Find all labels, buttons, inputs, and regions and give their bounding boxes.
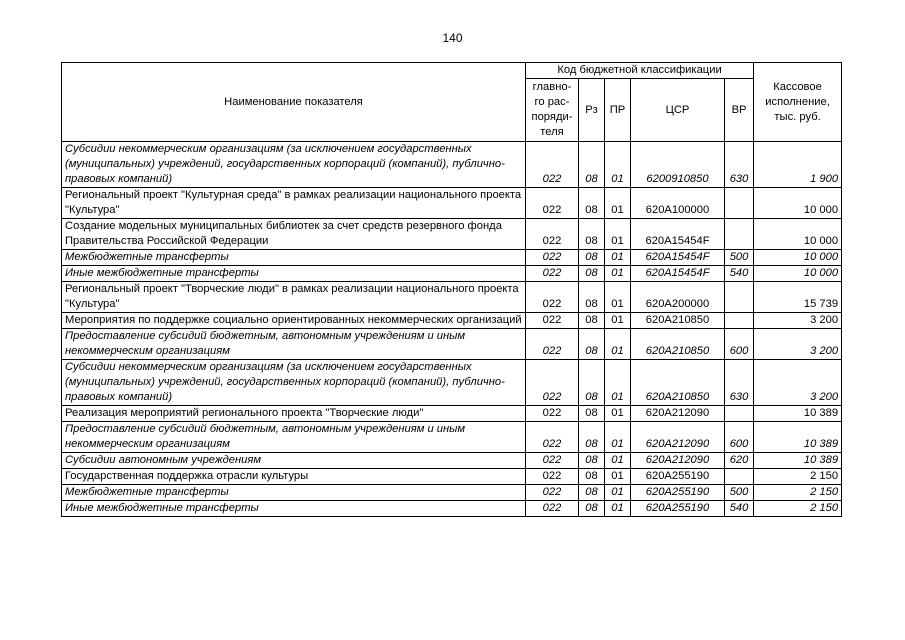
- row-pr: 01: [605, 329, 631, 360]
- header-rz: Рз: [579, 79, 605, 142]
- row-rz: 08: [579, 250, 605, 266]
- row-vr: 620: [725, 453, 754, 469]
- row-pr: 01: [605, 406, 631, 422]
- row-vr: 630: [725, 142, 754, 188]
- row-csr: 620A200000: [631, 282, 725, 313]
- row-amount: 10 389: [754, 453, 842, 469]
- row-vr: 630: [725, 360, 754, 406]
- row-name: Мероприятия по поддержке социально ориентированных некоммерческих организаций: [62, 313, 526, 329]
- row-glava: 022: [526, 501, 579, 517]
- row-csr: 620A212090: [631, 453, 725, 469]
- row-glava: 022: [526, 453, 579, 469]
- row-glava: 022: [526, 313, 579, 329]
- row-amount: 15 739: [754, 282, 842, 313]
- row-rz: 08: [579, 266, 605, 282]
- row-amount: 10 000: [754, 188, 842, 219]
- row-csr: 620A15454F: [631, 219, 725, 250]
- row-rz: 08: [579, 219, 605, 250]
- row-amount: 2 150: [754, 485, 842, 501]
- row-amount: 10 389: [754, 422, 842, 453]
- row-vr: 600: [725, 422, 754, 453]
- row-amount: 2 150: [754, 501, 842, 517]
- row-pr: 01: [605, 266, 631, 282]
- row-glava: 022: [526, 469, 579, 485]
- row-amount: 3 200: [754, 329, 842, 360]
- header-name: Наименование показателя: [62, 63, 526, 142]
- row-name: Межбюджетные трансферты: [62, 250, 526, 266]
- row-glava: 022: [526, 360, 579, 406]
- table-row: [62, 266, 842, 282]
- row-vr: 500: [725, 250, 754, 266]
- table-row: [62, 188, 842, 219]
- row-csr: 620A210850: [631, 329, 725, 360]
- header-csr: ЦСР: [631, 79, 725, 142]
- table-row: [62, 250, 842, 266]
- table-row: [62, 485, 842, 501]
- row-rz: 08: [579, 188, 605, 219]
- table-body: [62, 142, 842, 517]
- table-row: [62, 282, 842, 313]
- header-row-1: [62, 63, 842, 79]
- row-vr: 540: [725, 266, 754, 282]
- row-csr: 620A210850: [631, 313, 725, 329]
- row-rz: 08: [579, 360, 605, 406]
- row-csr: 620A15454F: [631, 266, 725, 282]
- row-glava: 022: [526, 422, 579, 453]
- row-vr: [725, 188, 754, 219]
- budget-table: [61, 62, 842, 517]
- row-vr: [725, 219, 754, 250]
- row-amount: 3 200: [754, 360, 842, 406]
- row-amount: 2 150: [754, 469, 842, 485]
- row-name: Субсидии автономным учреждениям: [62, 453, 526, 469]
- row-rz: 08: [579, 282, 605, 313]
- row-name: Региональный проект "Творческие люди" в рамках реализации национального проекта "Культура": [62, 282, 526, 313]
- row-glava: 022: [526, 188, 579, 219]
- row-pr: 01: [605, 360, 631, 406]
- row-pr: 01: [605, 422, 631, 453]
- row-vr: [725, 313, 754, 329]
- row-name: Иные межбюджетные трансферты: [62, 501, 526, 517]
- row-pr: 01: [605, 142, 631, 188]
- table-row: [62, 501, 842, 517]
- row-name: Межбюджетные трансферты: [62, 485, 526, 501]
- row-rz: 08: [579, 485, 605, 501]
- row-glava: 022: [526, 219, 579, 250]
- row-csr: 620A212090: [631, 406, 725, 422]
- table-row: [62, 469, 842, 485]
- row-vr: 500: [725, 485, 754, 501]
- row-pr: 01: [605, 219, 631, 250]
- row-name: Предоставление субсидий бюджетным, автономным учреждениям и иным некоммерческим организациям: [62, 422, 526, 453]
- row-amount: 10 000: [754, 266, 842, 282]
- header-pr: ПР: [605, 79, 631, 142]
- row-rz: 08: [579, 453, 605, 469]
- row-rz: 08: [579, 469, 605, 485]
- row-vr: 600: [725, 329, 754, 360]
- row-glava: 022: [526, 282, 579, 313]
- row-rz: 08: [579, 313, 605, 329]
- table-row: [62, 219, 842, 250]
- row-csr: 620A255190: [631, 485, 725, 501]
- row-pr: 01: [605, 453, 631, 469]
- row-glava: 022: [526, 406, 579, 422]
- row-glava: 022: [526, 142, 579, 188]
- row-pr: 01: [605, 469, 631, 485]
- row-rz: 08: [579, 142, 605, 188]
- row-pr: 01: [605, 501, 631, 517]
- row-vr: [725, 406, 754, 422]
- row-name: Создание модельных муниципальных библиотек за счет средств резервного фонда Правительства Российской Федерации: [62, 219, 526, 250]
- row-csr: 620A255190: [631, 469, 725, 485]
- row-name: Предоставление субсидий бюджетным, автономным учреждениям и иным некоммерческим организациям: [62, 329, 526, 360]
- row-name: Государственная поддержка отрасли культуры: [62, 469, 526, 485]
- row-name: Субсидии некоммерческим организациям (за исключением государственных (муниципальных) учреждений, государственных корпораций (компаний), публично-правовых компаний): [62, 360, 526, 406]
- row-pr: 01: [605, 250, 631, 266]
- row-csr: 620A255190: [631, 501, 725, 517]
- row-pr: 01: [605, 282, 631, 313]
- header-glava: главно-го рас-поряди-теля: [526, 79, 579, 142]
- row-amount: 10 000: [754, 219, 842, 250]
- row-rz: 08: [579, 329, 605, 360]
- row-rz: 08: [579, 406, 605, 422]
- row-amount: 10 389: [754, 406, 842, 422]
- row-glava: 022: [526, 266, 579, 282]
- row-rz: 08: [579, 501, 605, 517]
- header-amount: Кассовое исполнение, тыс. руб.: [754, 63, 842, 142]
- row-amount: 3 200: [754, 313, 842, 329]
- row-amount: 10 000: [754, 250, 842, 266]
- row-csr: 620A210850: [631, 360, 725, 406]
- row-vr: [725, 282, 754, 313]
- row-pr: 01: [605, 188, 631, 219]
- header-vr: ВР: [725, 79, 754, 142]
- row-vr: [725, 469, 754, 485]
- table-row: [62, 313, 842, 329]
- table-row: [62, 329, 842, 360]
- header-kbk: Код бюджетной классификации: [526, 63, 754, 79]
- row-vr: 540: [725, 501, 754, 517]
- row-pr: 01: [605, 485, 631, 501]
- table-row: [62, 453, 842, 469]
- row-csr: 620A212090: [631, 422, 725, 453]
- row-csr: 620A100000: [631, 188, 725, 219]
- row-name: Реализация мероприятий регионального проекта "Творческие люди": [62, 406, 526, 422]
- row-csr: 620A15454F: [631, 250, 725, 266]
- row-name: Субсидии некоммерческим организациям (за исключением государственных (муниципальных) учреждений, государственных корпораций (компаний), публично-правовых компаний): [62, 142, 526, 188]
- table-row: [62, 406, 842, 422]
- table-row: [62, 360, 842, 406]
- row-rz: 08: [579, 422, 605, 453]
- page-number: 140: [442, 31, 463, 45]
- row-amount: 1 900: [754, 142, 842, 188]
- row-pr: 01: [605, 313, 631, 329]
- table-row: [62, 142, 842, 188]
- row-glava: 022: [526, 485, 579, 501]
- row-csr: 6200910850: [631, 142, 725, 188]
- table-row: [62, 422, 842, 453]
- row-glava: 022: [526, 250, 579, 266]
- row-name: Региональный проект "Культурная среда" в рамках реализации национального проекта "Культура": [62, 188, 526, 219]
- row-name: Иные межбюджетные трансферты: [62, 266, 526, 282]
- row-glava: 022: [526, 329, 579, 360]
